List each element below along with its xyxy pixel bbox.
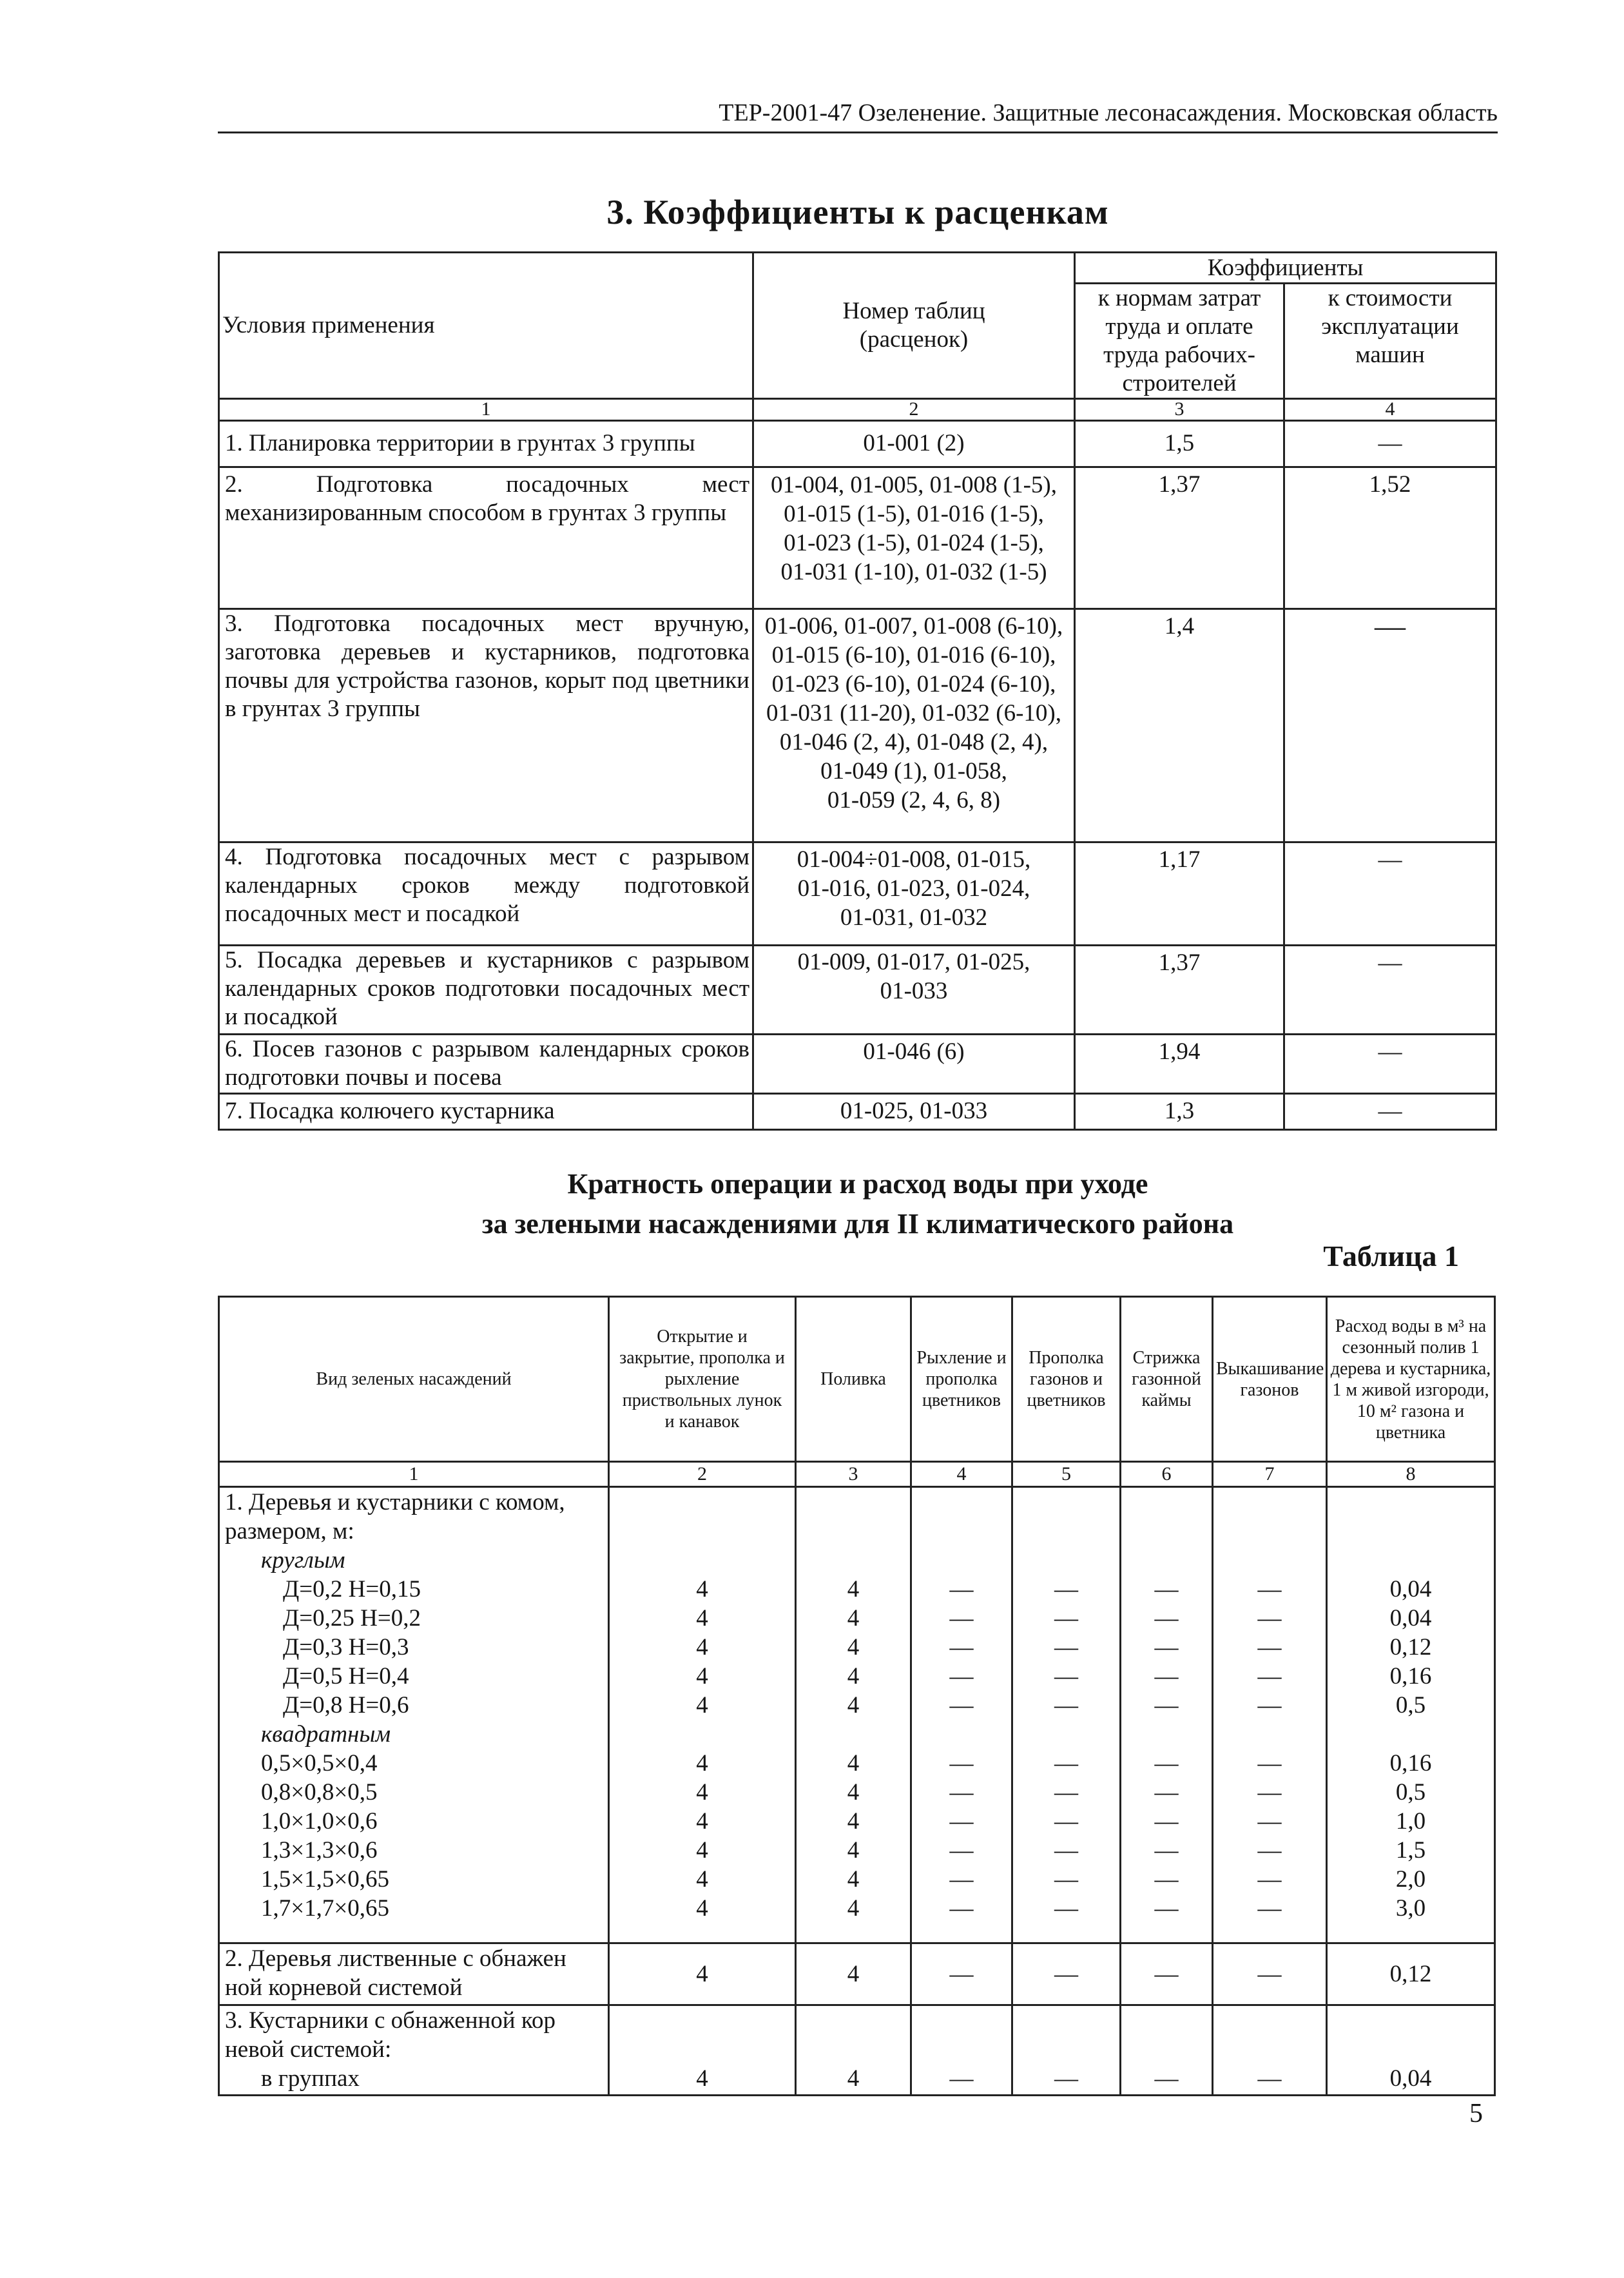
- condition-cell: 3. Подготовка посадочных мест вручную, заготовка деревьев и кустарников, подготовка почвы для устройства газонов, корыт под цветники в грунтах 3 группы: [219, 609, 753, 842]
- machine-coef-cell: —: [1284, 609, 1496, 842]
- table-numbers-cell: 01-009, 01-017, 01-025, 01-033: [753, 946, 1075, 1035]
- labor-coef-cell: 1,17: [1075, 842, 1284, 946]
- table-numbers-cell: 01-025, 01-033: [753, 1094, 1075, 1130]
- col-number: 5: [1012, 1462, 1121, 1487]
- header-plant-type: Вид зеленых насаждений: [219, 1297, 609, 1462]
- edge-trimming-values: — — — — — — — — — — —: [1121, 1487, 1213, 1943]
- section-title: 3. Коэффициенты к расценкам: [606, 193, 1109, 231]
- plant-group-2: [219, 1943, 1495, 2005]
- holes-value: 4: [609, 1943, 796, 2005]
- water-use-value: 0,04: [1327, 2005, 1495, 2096]
- plant-type-cell: 2. Деревья лиственные с обнажен ной корневой системой: [219, 1943, 609, 2005]
- col-number: 3: [796, 1462, 911, 1487]
- machine-coef-cell: —: [1284, 421, 1496, 467]
- water-use-values: 0,04 0,04 0,12 0,16 0,5 0,16 0,5 1,0 1,5 2,0 3,0: [1327, 1487, 1495, 1943]
- header-machine-coef: к стоимости эксплуатации машин: [1284, 284, 1496, 399]
- labor-coef-cell: 1,4: [1075, 609, 1284, 842]
- flowerbed-weeding-value: —: [911, 2005, 1012, 2096]
- edge-trimming-value: —: [1121, 2005, 1213, 2096]
- machine-coef-cell: —: [1284, 842, 1496, 946]
- lawn-weeding-values: — — — — — — — — — — —: [1012, 1487, 1121, 1943]
- lawn-weeding-value: —: [1012, 1943, 1121, 2005]
- col-number: 6: [1121, 1462, 1213, 1487]
- machine-coef-cell: —: [1284, 1094, 1496, 1130]
- condition-cell: 6. Посев газонов с разрывом календарных сроков подготовки почвы и посева: [219, 1035, 753, 1094]
- col-number: 1: [219, 399, 753, 421]
- coef-row: [219, 609, 1496, 842]
- edge-trimming-value: —: [1121, 1943, 1213, 2005]
- header-holes: Открытие и закрытие, прополка и рыхление приствольных лунок и канавок: [609, 1297, 796, 1462]
- coefficients-table: [218, 251, 1497, 1131]
- watering-value: 4: [796, 2005, 911, 2096]
- page-number: 5: [1469, 2099, 1483, 2128]
- condition-cell: 2. Подготовка посадочных мест механизированным способом в грунтах 3 группы: [219, 467, 753, 609]
- coef-row: [219, 946, 1496, 1035]
- labor-coef-cell: 1,3: [1075, 1094, 1284, 1130]
- header-coefficients: Коэффициенты: [1075, 253, 1496, 284]
- running-header-text: ТЕР-2001-47 Озеленение. Защитные лесонасаждения. Московская область: [719, 99, 1498, 126]
- condition-cell: 5. Посадка деревьев и кустарников с разрывом календарных сроков подготовки посадочных мест и посадкой: [219, 946, 753, 1035]
- plant-type-cell: 3. Кустарники с обнаженной кор невой системой: в группах: [219, 2005, 609, 2096]
- labor-coef-cell: 1,37: [1075, 467, 1284, 609]
- table-numbers-cell: 01-004÷01-008, 01-015, 01-016, 01-023, 01-024, 01-031, 01-032: [753, 842, 1075, 946]
- coef-row: [219, 1035, 1496, 1094]
- col-number: 4: [1284, 399, 1496, 421]
- header-flowerbed-weeding: Рыхление и прополка цветников: [911, 1297, 1012, 1462]
- col-number: 8: [1327, 1462, 1495, 1487]
- lawn-mowing-value: —: [1213, 1943, 1327, 2005]
- coef-row: [219, 467, 1496, 609]
- header-watering: Поливка: [796, 1297, 911, 1462]
- machine-coef-cell: —: [1284, 1035, 1496, 1094]
- col-number: 2: [609, 1462, 796, 1487]
- coef-row: [219, 1094, 1496, 1130]
- running-header: [218, 98, 1498, 133]
- table-label: Таблица 1: [1323, 1240, 1459, 1272]
- watering-values: 4 4 4 4 4 4 4 4 4 4 4: [796, 1487, 911, 1943]
- machine-coef-cell: —: [1284, 946, 1496, 1035]
- flowerbed-weeding-values: — — — — — — — — — — —: [911, 1487, 1012, 1943]
- water-table: [218, 1296, 1496, 2096]
- condition-cell: 7. Посадка колючего кустарника: [219, 1094, 753, 1130]
- table-numbers-cell: 01-004, 01-005, 01-008 (1-5), 01-015 (1-5), 01-016 (1-5), 01-023 (1-5), 01-024 (1-5), 01-031 (1-10), 01-032 (1-5): [753, 467, 1075, 609]
- header-table-numbers: Номер таблиц (расценок): [753, 253, 1075, 399]
- machine-coef-cell: 1,52: [1284, 467, 1496, 609]
- table-numbers-cell: 01-001 (2): [753, 421, 1075, 467]
- flowerbed-weeding-value: —: [911, 1943, 1012, 2005]
- col-number: 7: [1213, 1462, 1327, 1487]
- plant-group-1: [219, 1487, 1495, 1943]
- lawn-weeding-value: —: [1012, 2005, 1121, 2096]
- coef-row: [219, 842, 1496, 946]
- plant-type-cell: 1. Деревья и кустарники с комом, размером, м: круглым Д=0,2 Н=0,15 Д=0,25 Н=0,2 Д=0,3 Н=0,3 Д=0,5 Н=0,4 Д=0,8 Н=0,6 квадратным 0,5×0,5×0,4 0,8×0,8×0,5 1,0×1,0×0,6 1,3×1,3×0,6 1,5×1,5×0,65 1,7×1,7×0,65: [219, 1487, 609, 1943]
- water-table-title: Кратность операции и расход воды при уходе за зелеными насаждениями для II климатического района: [481, 1168, 1234, 1240]
- coef-row: [219, 421, 1496, 467]
- plant-group-3: [219, 2005, 1495, 2096]
- lawn-mowing-value: —: [1213, 2005, 1327, 2096]
- labor-coef-cell: 1,37: [1075, 946, 1284, 1035]
- header-labor-coef: к нормам затрат труда и оплате труда рабочих-строителей: [1075, 284, 1284, 399]
- water-use-value: 0,12: [1327, 1943, 1495, 2005]
- table-numbers-cell: 01-006, 01-007, 01-008 (6-10), 01-015 (6-10), 01-016 (6-10), 01-023 (6-10), 01-024 (6-10), 01-031 (11-20), 01-032 (6-10), 01-046 (2, 4), 01-048 (2, 4), 01-049 (1), 01-058, 01-059 (2, 4, 6, 8): [753, 609, 1075, 842]
- header-lawn-mowing: Выкашивание газонов: [1213, 1297, 1327, 1462]
- table-numbers-cell: 01-046 (6): [753, 1035, 1075, 1094]
- col-number: 2: [753, 399, 1075, 421]
- col-number: 3: [1075, 399, 1284, 421]
- condition-cell: 4. Подготовка посадочных мест с разрывом календарных сроков между подготовкой посадочных мест и посадкой: [219, 842, 753, 946]
- header-conditions: Условия применения: [219, 253, 753, 399]
- labor-coef-cell: 1,5: [1075, 421, 1284, 467]
- holes-values: 4 4 4 4 4 4 4 4 4 4 4: [609, 1487, 796, 1943]
- holes-value: 4: [609, 2005, 796, 2096]
- watering-value: 4: [796, 1943, 911, 2005]
- header-lawn-weeding: Прополка газонов и цветников: [1012, 1297, 1121, 1462]
- condition-cell: 1. Планировка территории в грунтах 3 группы: [219, 421, 753, 467]
- col-number: 4: [911, 1462, 1012, 1487]
- header-water-use: Расход воды в м³ на сезонный полив 1 дерева и кустарника, 1 м живой изгороди, 10 м² газона и цветника: [1327, 1297, 1495, 1462]
- lawn-mowing-values: — — — — — — — — — — —: [1213, 1487, 1327, 1943]
- header-edge-trimming: Стрижка газонной каймы: [1121, 1297, 1213, 1462]
- col-number: 1: [219, 1462, 609, 1487]
- labor-coef-cell: 1,94: [1075, 1035, 1284, 1094]
